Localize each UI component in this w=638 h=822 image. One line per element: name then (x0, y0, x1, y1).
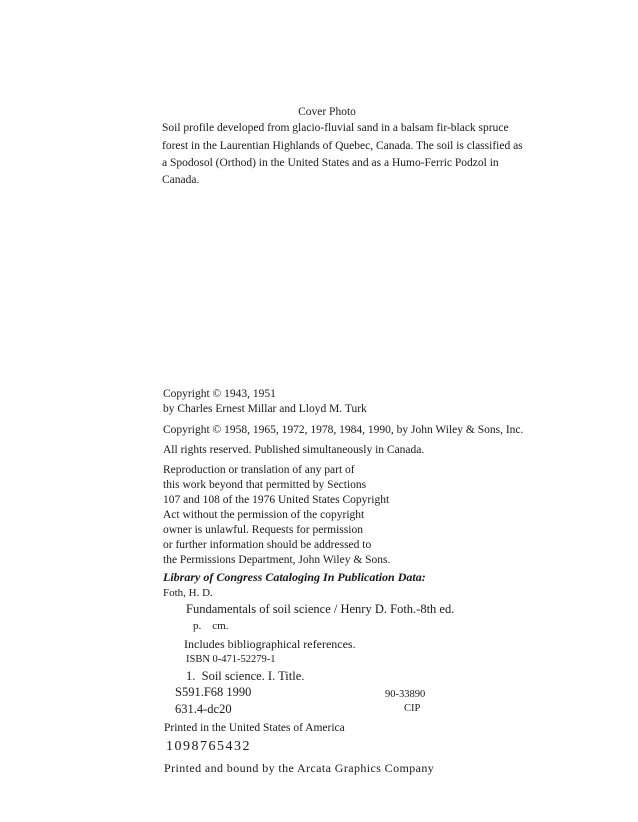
cover-caption-line-1: Soil profile developed from glacio-fluvial sand in a balsam fir-black spruce (162, 122, 509, 134)
cover-caption-line-4: Canada. (162, 174, 200, 186)
cip-isbn: ISBN 0-471-52279-1 (186, 654, 276, 665)
rights-reserved: All rights reserved. Published simultaneously in Canada. (163, 444, 425, 456)
cip-pages: p. cm. (193, 620, 229, 632)
reproduction-line-1: Reproduction or translation of any part of (163, 464, 355, 476)
reproduction-line-2: this work beyond that permitted by Sections (163, 479, 367, 491)
copyright-line-3: Copyright © 1958, 1965, 1972, 1978, 1984, 1990, by John Wiley & Sons, Inc. (163, 424, 524, 436)
reproduction-line-6: or further information should be addressed to (163, 539, 372, 551)
cover-caption-line-2: forest in the Laurentian Highlands of Quebec, Canada. The soil is classified as (162, 140, 523, 152)
cip-heading: Library of Congress Cataloging In Publication Data: (163, 570, 426, 584)
copyright-line-1: Copyright © 1943, 1951 (163, 388, 276, 400)
printed-in-usa: Printed in the United States of America (164, 722, 345, 734)
cip-title-line: Fundamentals of soil science / Henry D. Foth.-8th ed. (186, 602, 455, 616)
printer-key-line: 1098765432 (166, 739, 251, 754)
cip-label: CIP (404, 703, 421, 714)
printed-and-bound-by: Printed and bound by the Arcata Graphics Company (164, 761, 435, 775)
reproduction-line-5: owner is unlawful. Requests for permission (163, 524, 363, 536)
cip-author: Foth, H. D. (163, 587, 213, 599)
cip-subject: 1. Soil science. I. Title. (186, 669, 305, 683)
reproduction-line-4: Act without the permission of the copyright (163, 509, 365, 521)
cover-photo-heading: Cover Photo (298, 106, 356, 118)
cip-lccn: 90-33890 (385, 689, 426, 700)
reproduction-line-7: the Permissions Department, John Wiley & Sons. (163, 554, 391, 566)
cip-bibliography: Includes bibliographical references. (184, 637, 356, 651)
copyright-line-2: by Charles Ernest Millar and Lloyd M. Turk (163, 403, 367, 415)
reproduction-line-3: 107 and 108 of the 1976 United States Copyright (163, 494, 390, 506)
cip-call-number: S591.F68 1990 (175, 685, 252, 699)
cover-caption-line-3: a Spodosol (Orthod) in the United States and as a Humo-Ferric Podzol in (162, 157, 499, 169)
cip-dewey: 631.4-dc20 (175, 702, 232, 716)
